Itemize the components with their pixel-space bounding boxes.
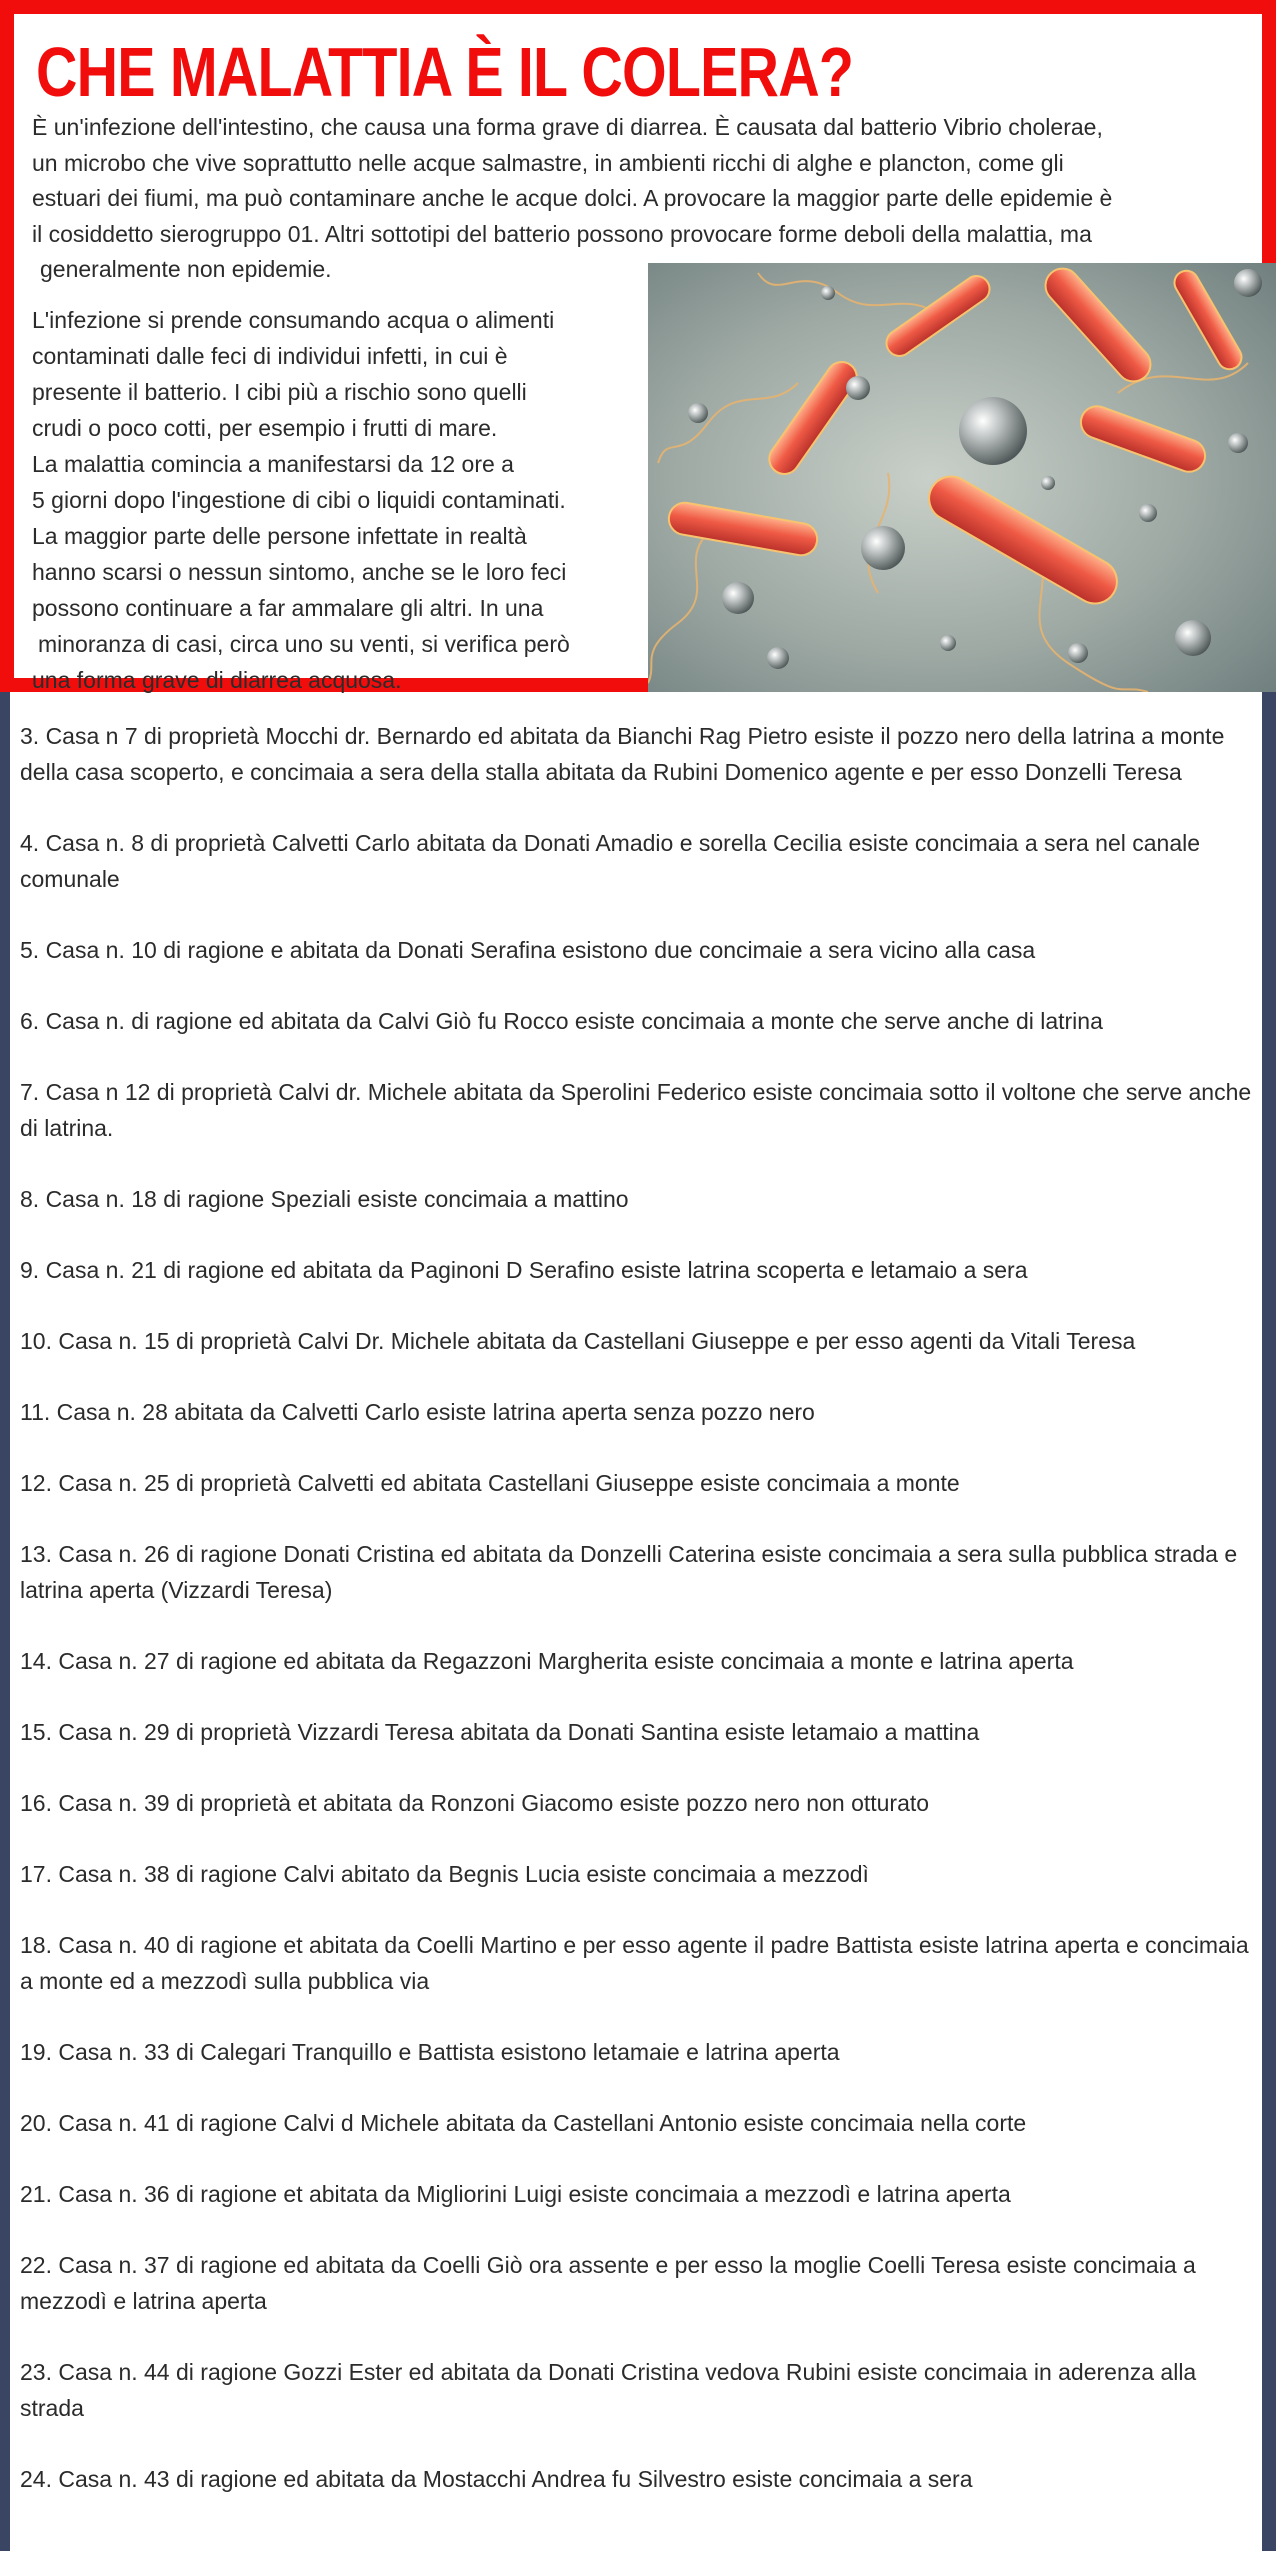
houses-list	[20, 718, 1252, 2532]
list-item: 15. Casa n. 29 di proprietà Vizzardi Teresa abitata da Donati Santina esiste letamaio a mattina	[20, 1719, 980, 1745]
para-line: 5 giorni dopo l'ingestione di cibi o liquidi contaminati.	[32, 487, 566, 513]
intro-paragraph	[32, 110, 1262, 288]
right-side-bar	[1262, 692, 1276, 2551]
list-item: 6. Casa n. di ragione ed abitata da Calvi Giò fu Rocco esiste concimaia a monte che serve anche di latrina	[20, 1008, 1103, 1034]
list-item: 24. Casa n. 43 di ragione ed abitata da Mostacchi Andrea fu Silvestro esiste concimaia a sera	[20, 2466, 973, 2492]
para-line: contaminati dalle feci di individui infetti, in cui è	[32, 343, 508, 369]
list-item: 4. Casa n. 8 di proprietà Calvetti Carlo abitata da Donati Amadio e sorella Cecilia esiste concimaia a sera nel canale comunale	[20, 830, 1201, 892]
intro-line: un microbo che vive soprattutto nelle acque salmastre, in ambienti ricchi di alghe e plancton, come gli	[32, 149, 1064, 176]
infection-paragraph	[32, 302, 652, 698]
list-item: 13. Casa n. 26 di ragione Donati Cristina ed abitata da Donzelli Caterina esiste concimaia a sera sulla pubblica strada e latrina aperta (Vizzardi Teresa)	[20, 1541, 1238, 1603]
para-line: La malattia comincia a manifestarsi da 12 ore a	[32, 451, 514, 477]
list-item: 11. Casa n. 28 abitata da Calvetti Carlo esiste latrina aperta senza pozzo nero	[20, 1399, 815, 1425]
intro-line: il cosiddetto sierogruppo 01. Altri sottotipi del batterio possono provocare forme deboli della malattia, ma	[32, 220, 1092, 247]
list-item: 23. Casa n. 44 di ragione Gozzi Ester ed abitata da Donati Cristina vedova Rubini esiste concimaia in aderenza alla strada	[20, 2359, 1197, 2421]
list-item: 10. Casa n. 15 di proprietà Calvi Dr. Michele abitata da Castellani Giuseppe e per esso agenti da Vitali Teresa	[20, 1328, 1136, 1354]
para-line: presente il batterio. I cibi più a rischio sono quelli	[32, 379, 527, 405]
list-item: 21. Casa n. 36 di ragione et abitata da Migliorini Luigi esiste concimaia a mezzodì e latrina aperta	[20, 2181, 1011, 2207]
left-side-bar	[0, 692, 10, 2551]
list-item: 3. Casa n 7 di proprietà Mocchi dr. Bernardo ed abitata da Bianchi Rag Pietro esiste il pozzo nero della latrina a monte della casa scoperto, e concimaia a sera della stalla abitata da Rubini Domenico agente e per esso Donzelli Teresa	[20, 723, 1225, 785]
para-line: minoranza di casi, circa uno su venti, si verifica però	[38, 631, 570, 657]
list-item: 18. Casa n. 40 di ragione et abitata da Coelli Martino e per esso agente il padre Battista esiste latrina aperta e concimaia a monte ed a mezzodì sulla pubblica via	[20, 1932, 1249, 1994]
list-item: 22. Casa n. 37 di ragione ed abitata da Coelli Giò ora assente e per esso la moglie Coelli Teresa esiste concimaia a mezzodì e latrina aperta	[20, 2252, 1196, 2314]
list-item: 7. Casa n 12 di proprietà Calvi dr. Michele abitata da Sperolini Federico esiste concimaia sotto il voltone che serve anche di latrina.	[20, 1079, 1252, 1141]
para-line: La maggior parte delle persone infettate in realtà	[32, 523, 527, 549]
para-line: L'infezione si prende consumando acqua o alimenti	[32, 307, 555, 333]
list-item: 17. Casa n. 38 di ragione Calvi abitato da Begnis Lucia esiste concimaia a mezzodì	[20, 1861, 869, 1887]
cholera-info-box	[0, 0, 1276, 692]
list-item: 8. Casa n. 18 di ragione Speziali esiste concimaia a mattino	[20, 1186, 629, 1212]
list-item: 12. Casa n. 25 di proprietà Calvetti ed abitata Castellani Giuseppe esiste concimaia a monte	[20, 1470, 960, 1496]
list-item: 19. Casa n. 33 di Calegari Tranquillo e Battista esistono letamaie e latrina aperta	[20, 2039, 840, 2065]
vibrio-cholerae-illustration	[648, 263, 1276, 692]
intro-line: È un'infezione dell'intestino, che causa una forma grave di diarrea. È causata dal batterio Vibrio cholerae,	[32, 114, 1103, 140]
list-item: 20. Casa n. 41 di ragione Calvi d Michele abitata da Castellani Antonio esiste concimaia nella corte	[20, 2110, 1027, 2136]
intro-line: generalmente non epidemie.	[40, 256, 332, 282]
list-item: 9. Casa n. 21 di ragione ed abitata da Paginoni D Serafino esiste latrina scoperta e letamaio a sera	[20, 1257, 1028, 1283]
intro-line: estuari dei fiumi, ma può contaminare anche le acque dolci. A provocare la maggior parte delle epidemie è	[32, 185, 1113, 211]
list-item: 16. Casa n. 39 di proprietà et abitata da Ronzoni Giacomo esiste pozzo nero non otturato	[20, 1790, 930, 1816]
list-item: 14. Casa n. 27 di ragione ed abitata da Regazzoni Margherita esiste concimaia a monte e latrina aperta	[20, 1648, 1074, 1674]
para-line: hanno scarsi o nessun sintomo, anche se le loro feci	[32, 559, 567, 585]
para-line: possono continuare a far ammalare gli altri. In una	[32, 595, 544, 621]
para-line: una forma grave di diarrea acquosa.	[32, 667, 402, 693]
para-line: crudi o poco cotti, per esempio i frutti di mare.	[32, 415, 498, 441]
list-item: 5. Casa n. 10 di ragione e abitata da Donati Serafina esistono due concimaie a sera vicino alla casa	[20, 937, 1036, 963]
page-title: CHE MALATTIA È IL COLERA?	[36, 33, 854, 111]
